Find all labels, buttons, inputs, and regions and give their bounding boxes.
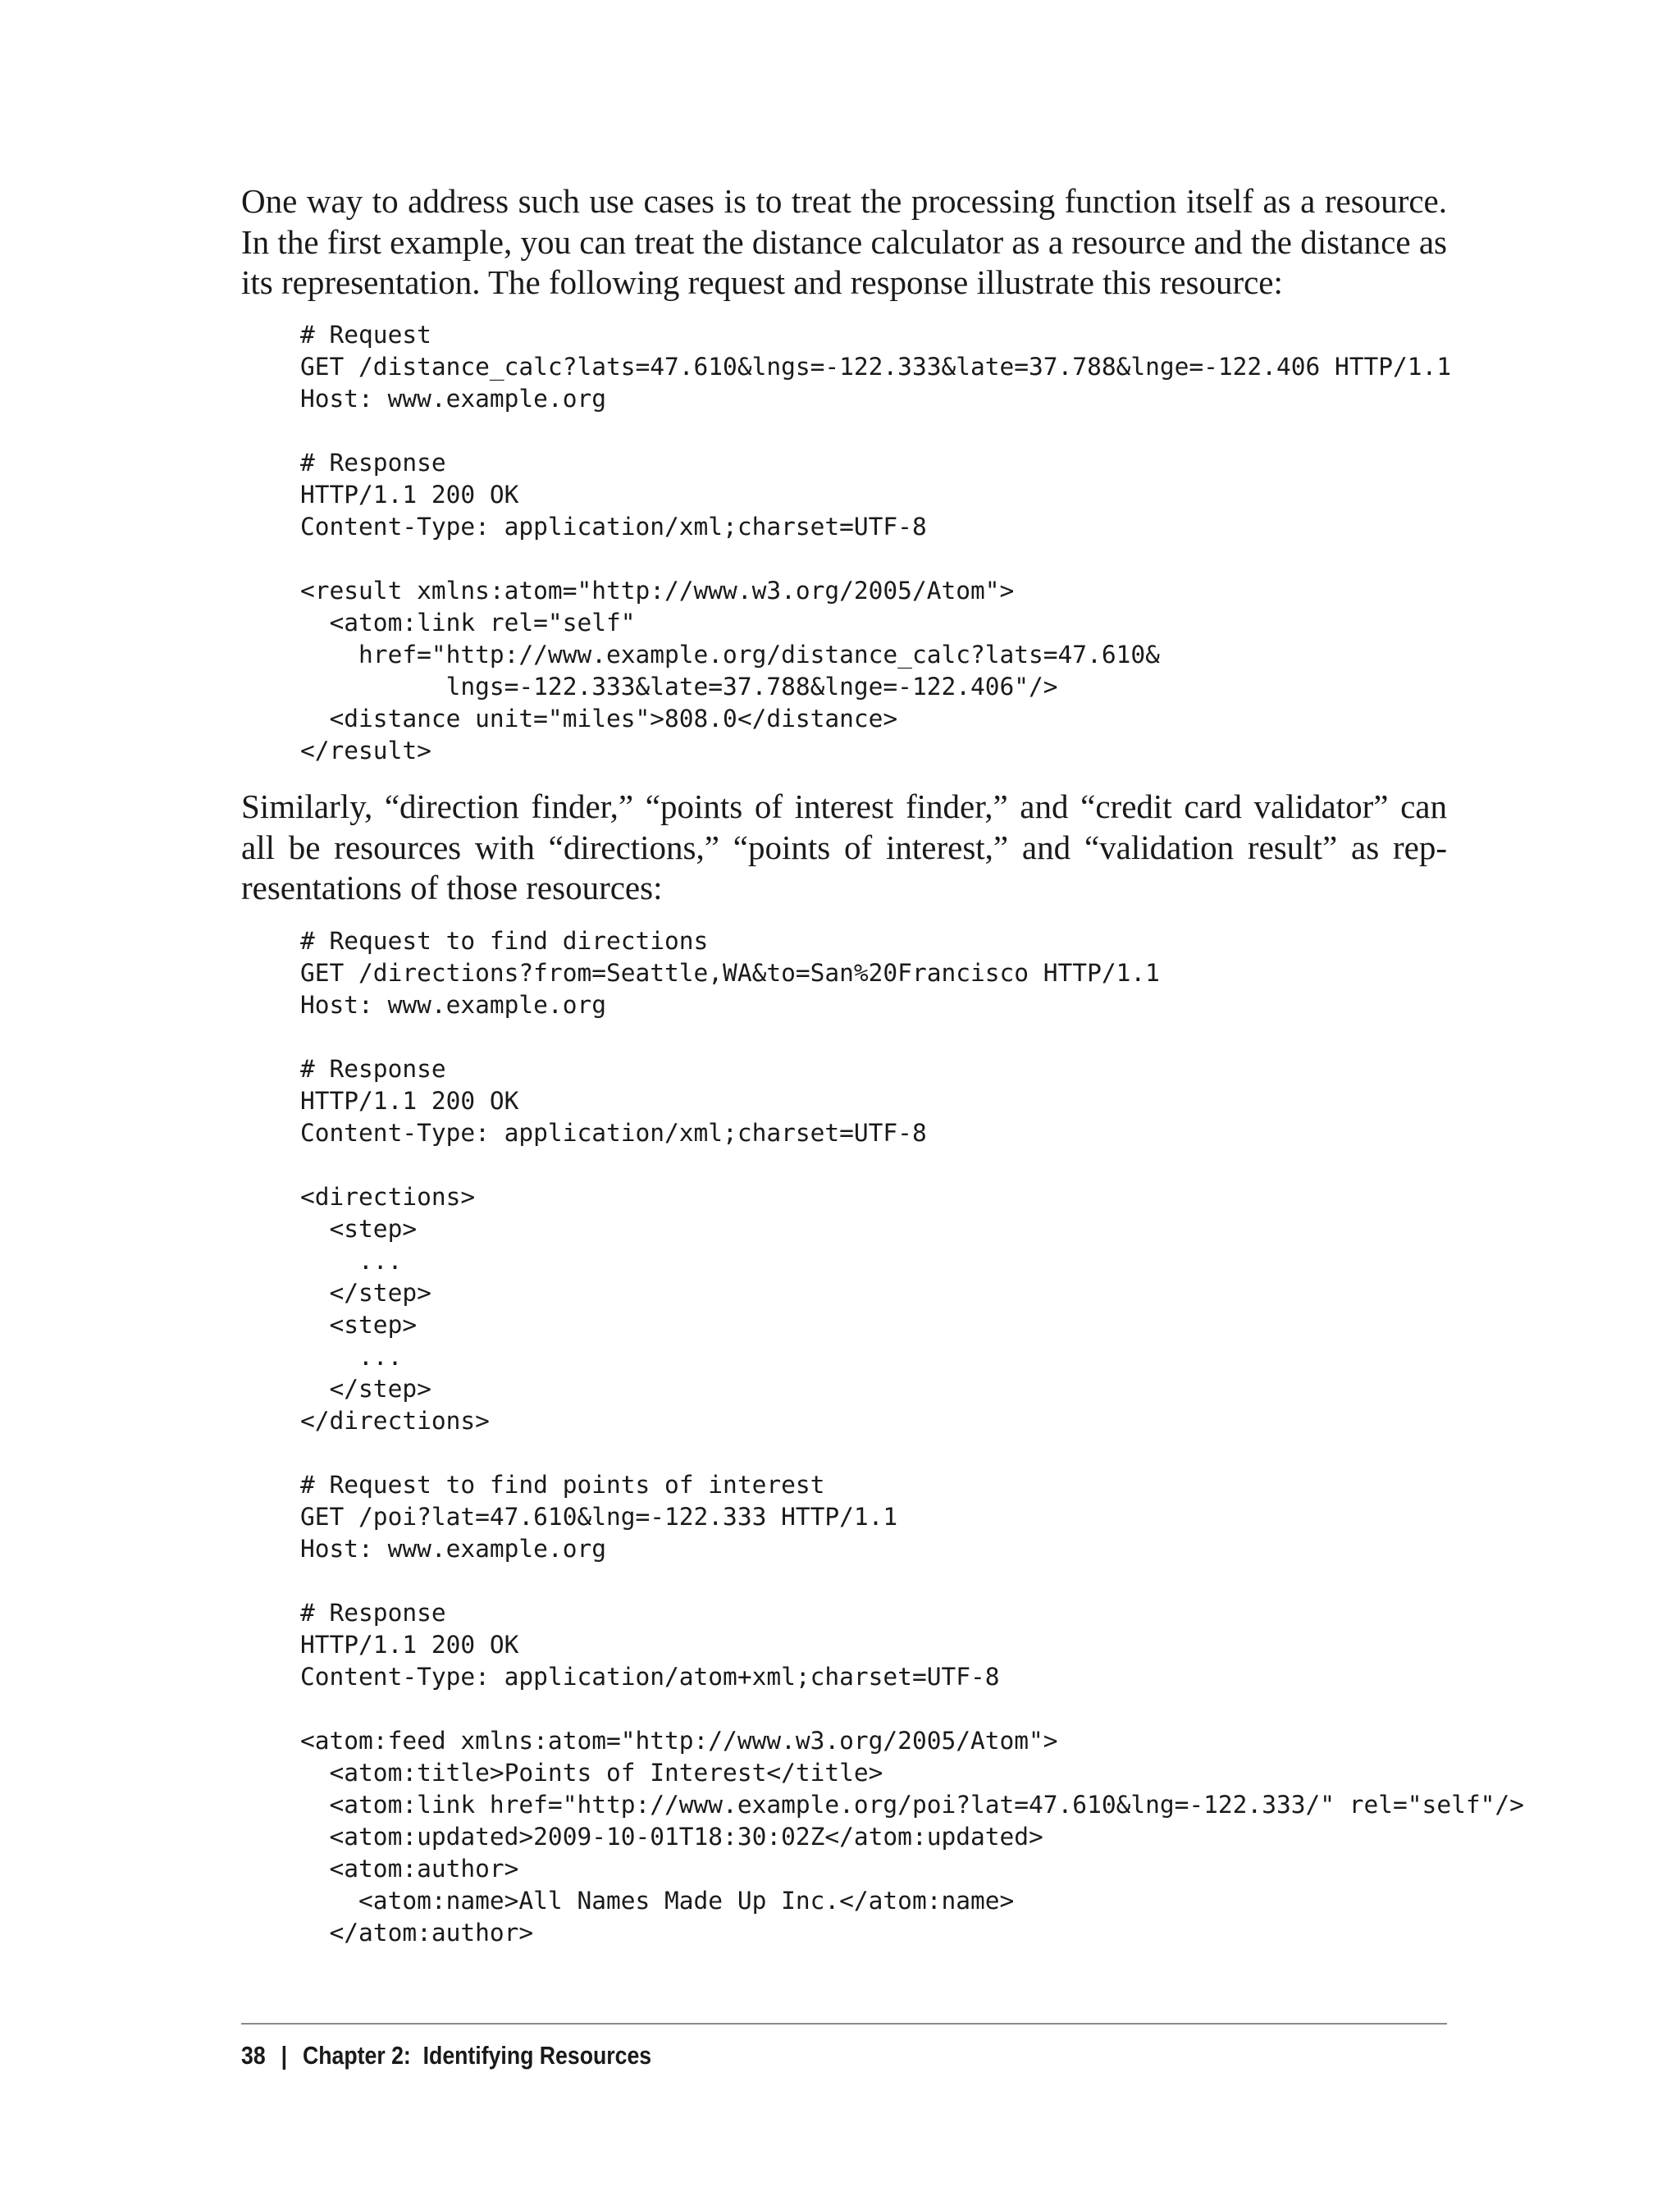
code-line: <atom:updated>2009-10-01T18:30:02Z</atom:updated> <box>300 1823 1043 1851</box>
code-line: <step> <box>300 1311 418 1339</box>
code-line: <atom:link rel="self" <box>300 609 636 637</box>
code-line: ... <box>300 1247 403 1275</box>
code-line: <atom:link href="http://www.example.org/poi?lat=47.610&lng=-122.333/" rel="self"/> <box>300 1791 1524 1819</box>
code-line <box>300 1021 1524 1053</box>
code-line: # Request to find points of interest <box>300 1471 825 1499</box>
distance-calc-code-block <box>300 319 1451 767</box>
code-line: GET /distance_calc?lats=47.610&lngs=-122.333&late=37.788&lnge=-122.406 HTTP/1.1 <box>300 353 1452 381</box>
code-line: <atom:author> <box>300 1855 519 1883</box>
code-line: Content-Type: application/xml;charset=UTF-8 <box>300 513 927 541</box>
code-line <box>300 1693 1524 1725</box>
intro-paragraph: One way to address such use cases is to treat the processing function itself as a resource. In the first example, you can treat the distance calculator as a resource and the distance as its representation. The following request and response illustrate this resource: <box>241 182 1447 301</box>
code-line: Content-Type: application/xml;charset=UTF-8 <box>300 1119 927 1147</box>
code-line: GET /poi?lat=47.610&lng=-122.333 HTTP/1.1 <box>300 1503 898 1531</box>
code-line: <step> <box>300 1215 418 1243</box>
code-line <box>300 1437 1524 1469</box>
code-line: </step> <box>300 1279 431 1307</box>
code-line: ... <box>300 1343 403 1371</box>
code-line <box>300 1565 1524 1597</box>
page-footer <box>241 2039 651 2072</box>
page-number: 38 <box>241 2041 266 2070</box>
code-line: <distance unit="miles">808.0</distance> <box>300 705 898 733</box>
code-line: </step> <box>300 1375 431 1403</box>
code-line: <result xmlns:atom="http://www.w3.org/2005/Atom"> <box>300 577 1015 605</box>
footer-separator: | <box>281 2041 288 2070</box>
code-line <box>300 1149 1524 1181</box>
code-line: <atom:name>All Names Made Up Inc.</atom:name> <box>300 1887 1015 1915</box>
code-line: <directions> <box>300 1183 476 1211</box>
code-line <box>300 543 1451 575</box>
chapter-title: Chapter 2: Identifying Resources <box>302 2041 652 2070</box>
code-line: </atom:author> <box>300 1919 534 1947</box>
code-line: # Request <box>300 321 431 349</box>
code-line: <atom:title>Points of Interest</title> <box>300 1759 883 1787</box>
code-line <box>300 415 1451 447</box>
code-line: HTTP/1.1 200 OK <box>300 481 519 509</box>
code-line: HTTP/1.1 200 OK <box>300 1631 519 1659</box>
footer-rule <box>241 2023 1447 2025</box>
code-line: GET /directions?from=Seattle,WA&to=San%20Francisco HTTP/1.1 <box>300 959 1160 987</box>
code-line: </result> <box>300 737 431 765</box>
code-line: Host: www.example.org <box>300 991 606 1019</box>
code-line: # Response <box>300 449 446 477</box>
resources-paragraph: Similarly, “direction finder,” “points of interest finder,” and “credit card validator” can all be resources with “directions,” “points of interest,” and “validation result” as representations of those resources: <box>241 788 1447 906</box>
code-line: Host: www.example.org <box>300 385 606 413</box>
code-line: # Request to find directions <box>300 927 709 955</box>
code-line: # Response <box>300 1055 446 1083</box>
code-line: HTTP/1.1 200 OK <box>300 1087 519 1115</box>
code-line: Host: www.example.org <box>300 1535 606 1563</box>
directions-poi-code-block <box>300 925 1524 1949</box>
code-line: </directions> <box>300 1407 490 1435</box>
code-line: # Response <box>300 1599 446 1627</box>
code-line: lngs=-122.333&late=37.788&lnge=-122.406"/> <box>300 673 1058 701</box>
code-line: Content-Type: application/atom+xml;charset=UTF-8 <box>300 1663 1000 1691</box>
code-line: <atom:feed xmlns:atom="http://www.w3.org/2005/Atom"> <box>300 1727 1058 1755</box>
code-line: href="http://www.example.org/distance_calc?lats=47.610& <box>300 641 1160 669</box>
